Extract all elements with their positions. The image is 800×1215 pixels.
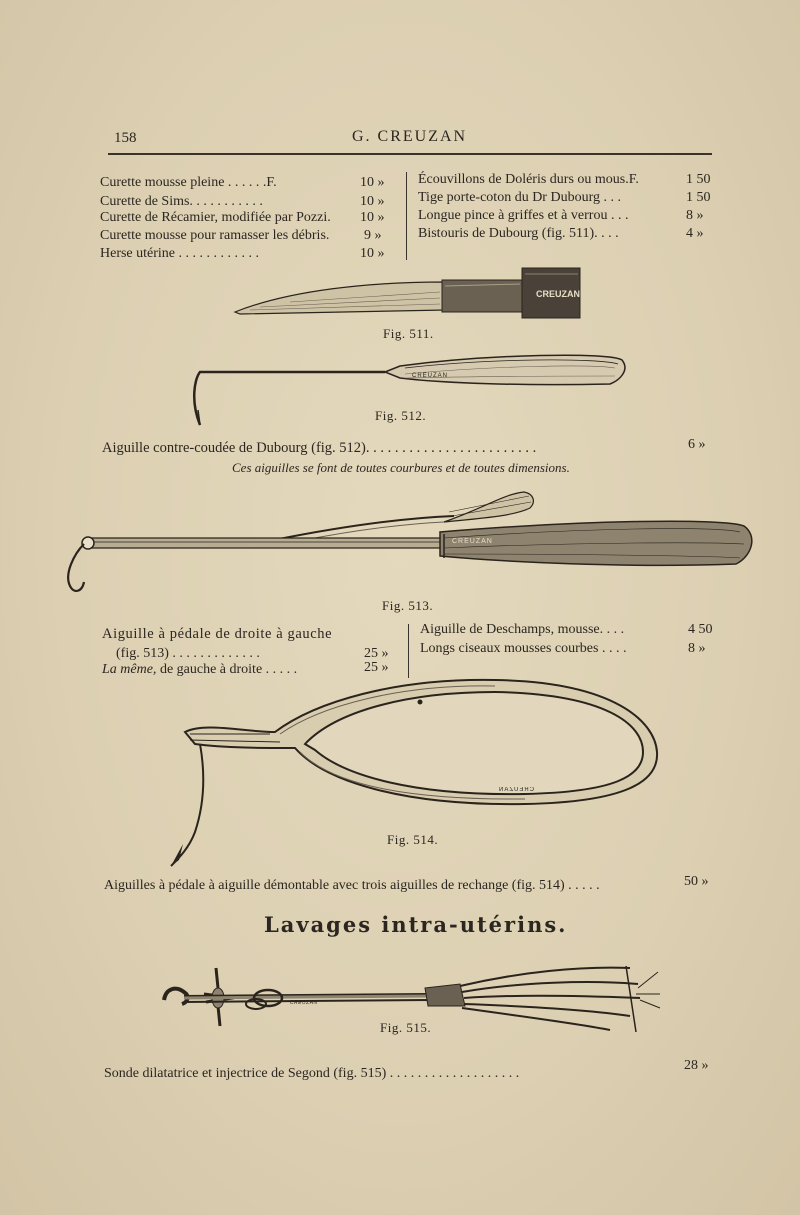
list-item-label: Écouvillons de Doléris durs ou mous.F.	[418, 172, 639, 187]
fig-512-engraving: CREUZAN	[412, 373, 449, 379]
column-divider-2	[408, 624, 409, 678]
item-513-variant-rest: de gauche à droite . . . . .	[156, 662, 298, 677]
fig-515-caption: Fig. 515.	[380, 1020, 432, 1035]
item-512-price: 6 »	[688, 437, 706, 452]
fig-511-caption: Fig. 511.	[383, 326, 434, 341]
item-515-price: 28 »	[684, 1058, 709, 1073]
list-item-label: Curette de Récamier, modifiée par Pozzi.	[100, 210, 331, 225]
list-item-price: 10 »	[360, 246, 385, 261]
list-item-price: 10 »	[360, 175, 385, 190]
list-item-price: 10 »	[360, 194, 385, 209]
header-rule	[108, 153, 712, 155]
list-item-label: Herse utérine . . . . . . . . . . . .	[100, 246, 260, 261]
fig-514-engraving: CREUZAN	[498, 787, 535, 793]
running-title: G. CREUZAN	[352, 128, 468, 145]
list-item-label: Bistouris de Dubourg (fig. 511). . . .	[418, 226, 619, 241]
item-513-price: 25 »	[364, 646, 389, 661]
section-title: Lavages intra-utérins.	[264, 912, 568, 937]
item-512-note: Ces aiguilles se font de toutes courbures et de toutes dimensions.	[232, 460, 570, 475]
item-513-variant-price: 25 »	[364, 660, 389, 675]
list-item-label: Curette mousse pleine . . . . . .F.	[100, 175, 277, 190]
list-item-price: 10 »	[360, 210, 385, 225]
fig-512-caption: Fig. 512.	[375, 408, 427, 423]
fig-514-caption: Fig. 514.	[387, 832, 439, 847]
item-514-price: 50 »	[684, 874, 709, 889]
item-513-label-line2: (fig. 513) . . . . . . . . . . . . .	[116, 646, 260, 661]
fig-515-engraving: CREUZAN	[290, 1000, 318, 1006]
list-item-label: Curette mousse pour ramasser les débris.	[100, 228, 330, 243]
page-number: 158	[114, 130, 137, 146]
item-513-variant-italic: La même,	[102, 662, 157, 677]
list-item-price: 4 50	[688, 622, 713, 637]
item-514-label: Aiguilles à pédale à aiguille démontable avec trois aiguilles de rechange (fig. 514) . . . . .	[104, 878, 600, 893]
list-item-label: Tige porte-coton du Dr Dubourg . . .	[418, 190, 621, 205]
list-item-price: 8 »	[688, 641, 706, 656]
fig-511-engraving: CREUZAN	[536, 289, 580, 299]
list-item-price: 9 »	[364, 228, 382, 243]
fig-513-caption: Fig. 513.	[382, 598, 434, 613]
list-item-label: Aiguille de Deschamps, mousse. . . .	[420, 622, 625, 637]
column-divider	[406, 172, 407, 260]
item-512-label: Aiguille contre-coudée de Dubourg (fig. 512). . . . . . . . . . . . . . . . . . . . . . . .	[102, 440, 537, 456]
list-item-price: 1 50	[686, 172, 711, 187]
fig-513-engraving: CREUZAN	[452, 538, 493, 545]
list-item-label: Curette de Sims. . . . . . . . . . .	[100, 194, 263, 209]
fig-513-pedal-needle-illustration	[64, 482, 764, 602]
list-item-label: Longue pince à griffes et à verrou . . .	[418, 208, 629, 223]
list-item-label: Longs ciseaux mousses courbes . . . .	[420, 641, 627, 656]
list-item-price: 8 »	[686, 208, 704, 223]
item-513-label-line1: Aiguille à pédale de droite à gauche	[102, 626, 333, 642]
list-item-price: 4 »	[686, 226, 704, 241]
list-item-price: 1 50	[686, 190, 711, 205]
item-515-label: Sonde dilatatrice et injectrice de Segond (fig. 515) . . . . . . . . . . . . . . . . . . .	[104, 1066, 520, 1081]
